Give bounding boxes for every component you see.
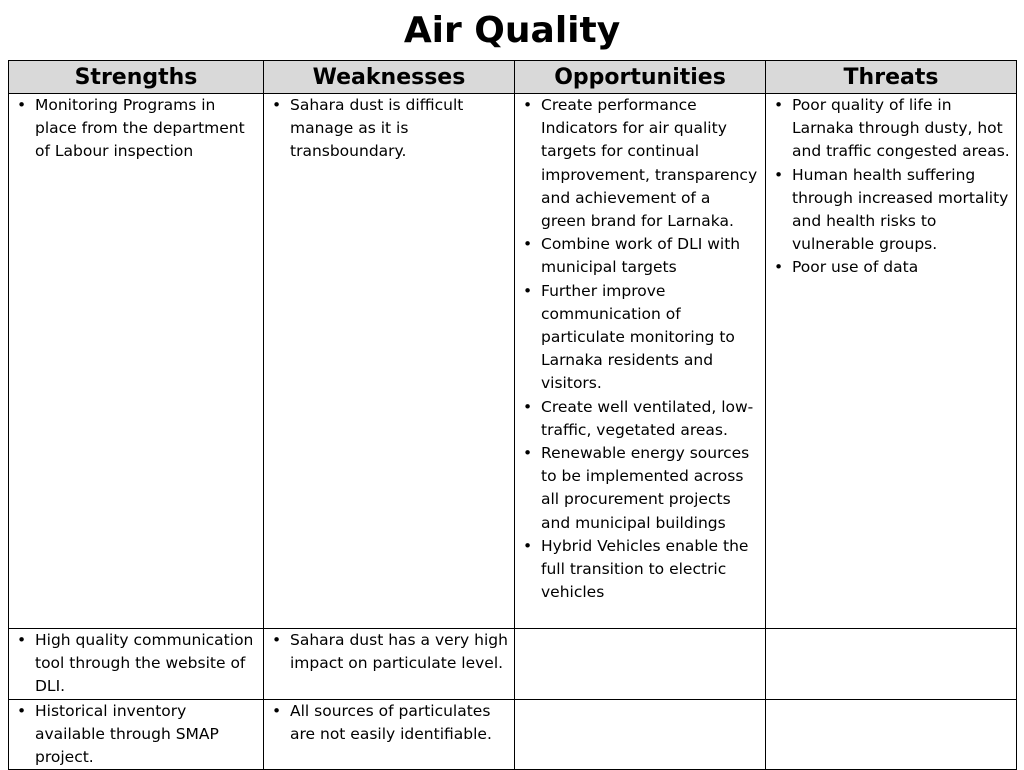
list-item: • Create well ventilated, low-traffic, vegetated areas.	[519, 396, 759, 442]
list-item: • Create performance Indicators for air quality targets for continual improvement, transparency and achievement of a green brand for Larnaka.	[519, 94, 759, 233]
list-item: • Historical inventory available through SMAP project.	[13, 700, 257, 770]
bullet-list	[770, 94, 1010, 280]
bullet-list	[519, 94, 759, 604]
list-item: • Poor use of data	[770, 256, 1010, 279]
strengths-cell	[9, 94, 264, 629]
list-item: • Human health suffering through increased mortality and health risks to vulnerable groups.	[770, 164, 1010, 257]
strengths-cell	[9, 699, 264, 770]
list-item: • Sahara dust is difficult manage as it is transboundary.	[268, 94, 508, 164]
bullet-list	[13, 629, 257, 699]
opportunities-cell	[515, 94, 766, 629]
header-threats: Threats	[766, 61, 1017, 94]
bullet-list	[268, 700, 508, 746]
weaknesses-cell	[264, 629, 515, 700]
list-item: • Further improve communication of particulate monitoring to Larnaka residents and visitors.	[519, 280, 759, 396]
list-item: • Combine work of DLI with municipal targets	[519, 233, 759, 279]
header-strengths: Strengths	[9, 61, 264, 94]
header-row	[9, 61, 1017, 94]
list-item: • Poor quality of life in Larnaka through dusty, hot and traffic congested areas.	[770, 94, 1010, 164]
table-row	[9, 629, 1017, 700]
page-title: Air Quality	[403, 10, 621, 51]
list-item: • Monitoring Programs in place from the department of Labour inspection	[13, 94, 257, 164]
weaknesses-cell	[264, 699, 515, 770]
threats-cell	[766, 94, 1017, 629]
threats-cell	[766, 699, 1017, 770]
strengths-cell	[9, 629, 264, 700]
list-item: • High quality communication tool through the website of DLI.	[13, 629, 257, 699]
weaknesses-cell	[264, 94, 515, 629]
header-weaknesses: Weaknesses	[264, 61, 515, 94]
bullet-list	[268, 629, 508, 675]
list-item: • Sahara dust has a very high impact on particulate level.	[268, 629, 508, 675]
bullet-list	[13, 94, 257, 164]
threats-cell	[766, 629, 1017, 700]
bullet-list	[268, 94, 508, 164]
opportunities-cell	[515, 699, 766, 770]
table-row	[9, 699, 1017, 770]
table-row	[9, 94, 1017, 629]
list-item: • Renewable energy sources to be implemented across all procurement projects and municipal buildings	[519, 442, 759, 535]
bullet-list	[13, 700, 257, 770]
header-opportunities: Opportunities	[515, 61, 766, 94]
opportunities-cell	[515, 629, 766, 700]
list-item: • Hybrid Vehicles enable the full transition to electric vehicles	[519, 535, 759, 605]
swot-table	[8, 60, 1017, 770]
list-item: • All sources of particulates are not easily identifiable.	[268, 700, 508, 746]
